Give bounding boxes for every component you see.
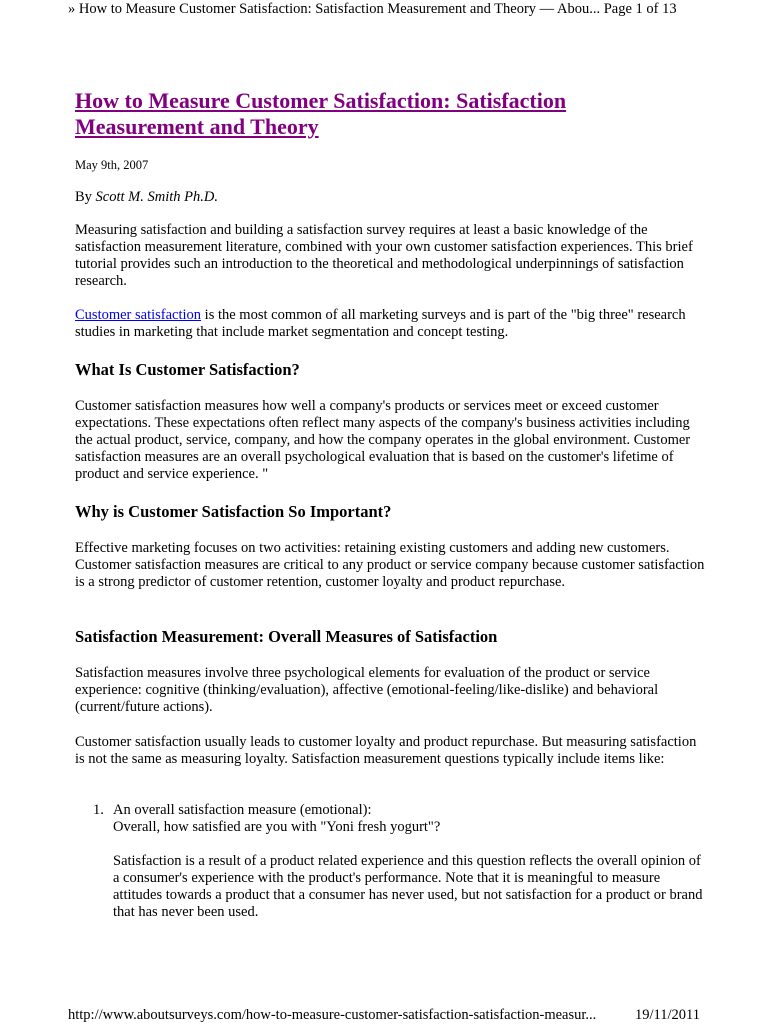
- footer-url: http://www.aboutsurveys.com/how-to-measure-customer-satisfaction-satisfaction-measur...: [68, 1007, 597, 1023]
- byline-prefix: By: [75, 189, 96, 205]
- byline: [75, 189, 218, 206]
- section-body-why-important: Effective marketing focuses on two activities: retaining existing customers and adding new customers. Customer satisfaction measures are critical to any product or service company because customer satisfaction is a strong predictor of customer retention, customer loyalty and product repurchase.: [75, 540, 705, 590]
- intro-paragraph: Measuring satisfaction and building a satisfaction survey requires at least a basic knowledge of the satisfaction measurement literature, combined with your own customer satisfaction experiences. This brief tutorial provides such an introduction to the theoretical and methodological underpinnings of satisfaction research.: [75, 222, 693, 289]
- list-item-detail: Satisfaction is a result of a product related experience and this question reflects the overall opinion of a consumer's experience with the product's performance. Note that it is meaningful to measure attitudes towards a product that a consumer has never used, but not satisfaction for a product or brand that has never been used.: [113, 853, 703, 920]
- list-item-line2: Overall, how satisfied are you with "Yoni fresh yogurt"?: [113, 819, 441, 835]
- print-header: » How to Measure Customer Satisfaction: Satisfaction Measurement and Theory — Abou... Page 1 of 13: [68, 1, 677, 17]
- list-item: [113, 802, 703, 921]
- section-heading-what-is: What Is Customer Satisfaction?: [75, 360, 300, 379]
- customer-satisfaction-paragraph: [75, 307, 705, 341]
- link-paragraph-text: is the most common of all marketing surveys and is part of the "big three" research studies in marketing that include market segmentation and concept testing.: [75, 307, 686, 340]
- article-date: May 9th, 2007: [75, 158, 149, 172]
- section-body-overall-measures: Satisfaction measures involve three psychological elements for evaluation of the product or service experience: cognitive (thinking/evaluation), affective (emotional-feeling/like-dislike) and behavioral (current/future actions).: [75, 665, 659, 715]
- section-body-what-is: Customer satisfaction measures how well a company's products or services meet or exceed customer expectations. These expectations often reflect many aspects of the company's business activities including the actual product, service, company, and how the company operates in the global environment. Customer satisfaction measures are an overall psychological evaluation that is based on the customer's lifetime of product and service experience. ": [75, 398, 691, 482]
- section-heading-overall-measures: Satisfaction Measurement: Overall Measures of Satisfaction: [75, 627, 498, 646]
- print-footer: [68, 1006, 700, 1024]
- list-item-line1: An overall satisfaction measure (emotional):: [113, 802, 372, 818]
- customer-satisfaction-link[interactable]: Customer satisfaction: [75, 307, 202, 323]
- section-heading-why-important: Why is Customer Satisfaction So Important?: [75, 502, 392, 521]
- list-item-number: 1.: [93, 802, 104, 818]
- author-name: Scott M. Smith Ph.D.: [95, 189, 218, 205]
- footer-date: 19/11/2011: [635, 1007, 700, 1023]
- article-title[interactable]: How to Measure Customer Satisfaction: Satisfaction Measurement and Theory: [75, 88, 567, 139]
- section-body2-overall-measures: Customer satisfaction usually leads to customer loyalty and product repurchase. But measuring satisfaction is not the same as measuring loyalty. Satisfaction measurement questions typically include items like:: [75, 734, 697, 767]
